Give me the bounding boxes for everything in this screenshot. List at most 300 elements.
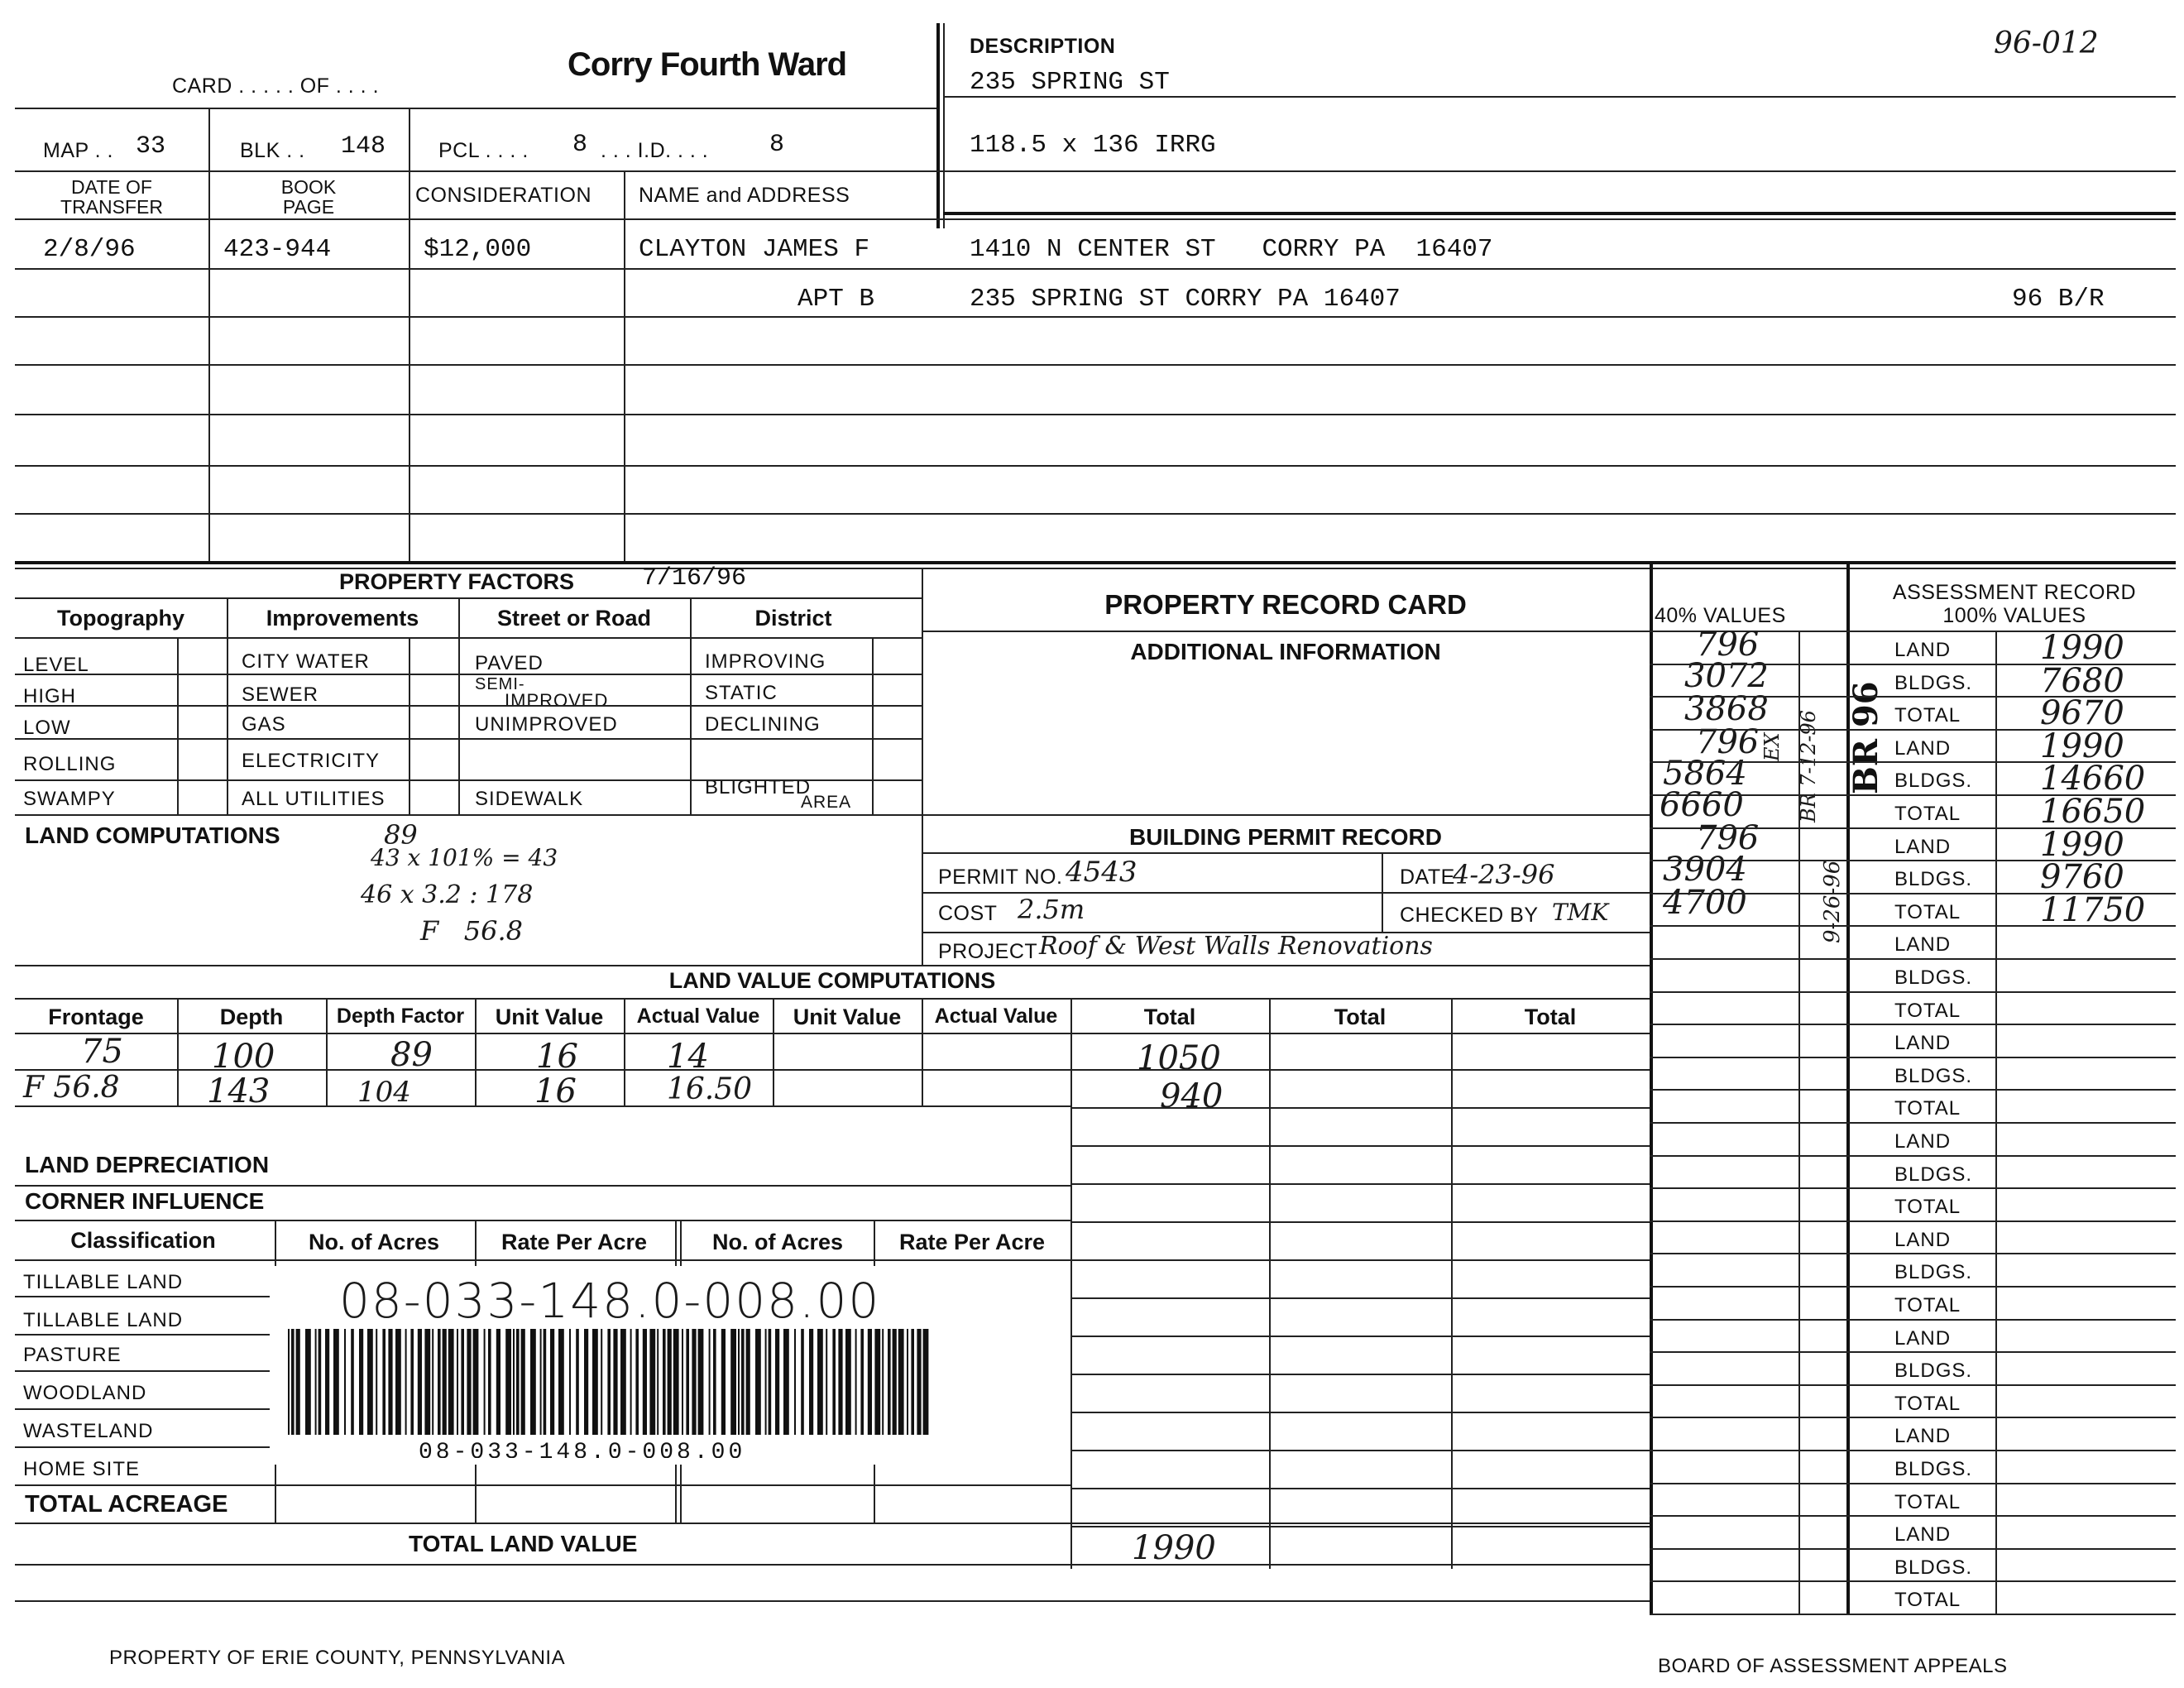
barcode-bar bbox=[530, 1329, 536, 1435]
land-computations-label: LAND COMPUTATIONS bbox=[25, 822, 280, 848]
rule-thick bbox=[15, 561, 2176, 564]
map-value: 33 bbox=[136, 132, 166, 161]
district-static: STATIC bbox=[705, 682, 778, 704]
barcode-bar bbox=[516, 1329, 520, 1435]
total-rule bbox=[1070, 1145, 1650, 1147]
lv-col-header: Unit Value bbox=[495, 1005, 604, 1029]
lv-col-header: Actual Value bbox=[934, 1005, 1058, 1028]
barcode-bar bbox=[584, 1329, 588, 1435]
barcode-bar bbox=[418, 1329, 422, 1435]
barcode-text: 08-033-148.0-008.00 bbox=[419, 1440, 746, 1458]
total-rule bbox=[1070, 1336, 1650, 1337]
barcode-bar bbox=[845, 1329, 851, 1435]
barcode-bar bbox=[550, 1329, 554, 1435]
assessment-rule bbox=[1650, 1450, 2176, 1451]
header-consideration: CONSIDERATION bbox=[415, 184, 592, 207]
assessment-row-label: BLDGS. bbox=[1894, 1163, 1973, 1186]
barcode-bar bbox=[443, 1329, 447, 1435]
assessment-row-label: LAND bbox=[1894, 1523, 1952, 1547]
lv-col-divider bbox=[475, 998, 477, 1105]
lv-frontage-2: F 56.8 bbox=[23, 1071, 120, 1105]
total-rule bbox=[1070, 1374, 1650, 1375]
lv-col-header: Total bbox=[1524, 1005, 1577, 1029]
barcode-bar bbox=[709, 1329, 711, 1435]
assessment-value: 1990 bbox=[2040, 629, 2124, 667]
lv-col-divider bbox=[773, 998, 774, 1105]
rule bbox=[15, 965, 1650, 966]
assessment-rule bbox=[1650, 1122, 2176, 1124]
assessment-rule bbox=[1650, 1319, 2176, 1321]
rule bbox=[15, 1185, 1070, 1187]
assessment-value: 11750 bbox=[2040, 890, 2146, 929]
rule bbox=[15, 1564, 1650, 1566]
value40-6: 6660 bbox=[1660, 786, 1744, 824]
rule bbox=[15, 268, 2176, 270]
value40-2: 3072 bbox=[1684, 657, 1769, 695]
rule bbox=[15, 637, 922, 639]
barcode-bar bbox=[461, 1329, 464, 1435]
rule bbox=[15, 597, 922, 599]
rule bbox=[15, 1069, 1070, 1071]
barcode-bar bbox=[544, 1329, 547, 1435]
assessment-value: 16650 bbox=[2040, 793, 2146, 831]
barcode-bar bbox=[496, 1329, 500, 1435]
lv-col-divider bbox=[326, 998, 328, 1105]
col-improvements: Improvements bbox=[266, 606, 419, 631]
land-comp-note-4: F 56.8 bbox=[420, 915, 523, 947]
barcode-bar bbox=[755, 1329, 761, 1435]
rule bbox=[15, 364, 2176, 366]
barcode-bar bbox=[826, 1329, 827, 1435]
assessment-rule bbox=[1650, 925, 2176, 927]
checked-by-value: TMK bbox=[1552, 899, 1609, 926]
barcode-bar bbox=[513, 1329, 515, 1435]
lv-actual-value-2: 16.50 bbox=[667, 1072, 753, 1106]
check-col bbox=[177, 637, 179, 814]
rule bbox=[15, 108, 936, 109]
side-note-3: BR 7-12-96 bbox=[1797, 710, 1820, 822]
rule bbox=[15, 1600, 1650, 1602]
land-comp-note-3: 46 x 3.2 : 178 bbox=[361, 880, 534, 909]
rule bbox=[943, 212, 2176, 215]
rule bbox=[15, 465, 2176, 467]
assessment-value: 9760 bbox=[2040, 858, 2124, 897]
barcode-bar bbox=[635, 1329, 639, 1435]
ward-title: Corry Fourth Ward bbox=[568, 46, 847, 83]
lv-col-header: Frontage bbox=[48, 1005, 144, 1029]
id-label: . . . I.D. . . . bbox=[601, 139, 709, 162]
barcode-bar bbox=[801, 1329, 804, 1435]
barcode-bar bbox=[318, 1329, 322, 1435]
acre-col-no-of-acres-2: No. of Acres bbox=[711, 1230, 844, 1254]
rule bbox=[15, 1370, 270, 1372]
col-district: District bbox=[754, 606, 832, 631]
total-acreage-label: TOTAL ACREAGE bbox=[25, 1491, 228, 1518]
acre-col-no-of-acres: No. of Acres bbox=[308, 1230, 440, 1254]
cost-label: COST bbox=[938, 902, 998, 925]
permit-no-label: PERMIT NO. bbox=[938, 866, 1063, 889]
land-value-title: LAND VALUE COMPUTATIONS bbox=[668, 968, 996, 993]
col-divider bbox=[624, 170, 625, 563]
acre-col-classification: Classification bbox=[70, 1228, 216, 1253]
value40-5: 5864 bbox=[1663, 755, 1747, 793]
barcode-bar bbox=[467, 1329, 471, 1435]
blk-label: BLK . . bbox=[240, 139, 305, 162]
rule bbox=[943, 96, 2176, 98]
rule bbox=[15, 218, 2176, 220]
description-line1: 235 SPRING ST bbox=[970, 68, 1170, 97]
lv-unit-value-2: 16 bbox=[534, 1072, 577, 1110]
corner-influence-label: CORNER INFLUENCE bbox=[25, 1188, 265, 1214]
assessment-header bbox=[1850, 581, 2179, 627]
assessment-row-label: LAND bbox=[1894, 835, 1952, 858]
col-street-or-road: Street or Road bbox=[496, 606, 652, 631]
description-label: DESCRIPTION bbox=[970, 35, 1116, 58]
barcode-bar bbox=[673, 1329, 679, 1435]
street-paved: PAVED bbox=[475, 652, 544, 674]
barcode-bar bbox=[769, 1329, 772, 1435]
lv-col-divider bbox=[624, 998, 625, 1105]
barcode-bar bbox=[424, 1329, 430, 1435]
assessment-row-label: LAND bbox=[1894, 1130, 1952, 1153]
footer-left: PROPERTY OF ERIE COUNTY, PENNSYLVANIA bbox=[109, 1647, 566, 1669]
impr-city-water: CITY WATER bbox=[242, 650, 370, 673]
assessment-header-line2: 100% VALUES bbox=[1942, 604, 2086, 627]
transfer-note: 96 B/R bbox=[2012, 285, 2105, 314]
barcode-bar bbox=[540, 1329, 542, 1435]
barcode-bar bbox=[775, 1329, 779, 1435]
rule bbox=[15, 170, 2176, 172]
additional-info-label: ADDITIONAL INFORMATION bbox=[1130, 639, 1441, 664]
rule bbox=[15, 1523, 1650, 1524]
barcode-bar bbox=[721, 1329, 726, 1435]
barcode-bar bbox=[741, 1329, 745, 1435]
barcode-bar bbox=[882, 1329, 884, 1435]
total-rule bbox=[1070, 1412, 1650, 1413]
assessment-row-label: BLDGS. bbox=[1894, 868, 1973, 891]
barcode-bar bbox=[521, 1329, 525, 1435]
rule bbox=[922, 631, 1650, 632]
total-rule bbox=[1070, 1488, 1650, 1489]
lv-depth-factor-2: 104 bbox=[357, 1076, 411, 1109]
barcode-bar bbox=[601, 1329, 602, 1435]
assessment-row-label: LAND bbox=[1894, 1228, 1952, 1251]
header-date-of-transfer: DATE OF TRANSFER bbox=[60, 176, 163, 218]
topo-low: LOW bbox=[23, 717, 71, 739]
barcode-bar bbox=[333, 1329, 339, 1435]
barcode-bar bbox=[376, 1329, 377, 1435]
rule bbox=[15, 1334, 270, 1336]
barcode-bar bbox=[473, 1329, 479, 1435]
lv-col-header: Total bbox=[1334, 1005, 1387, 1029]
assessment-row-label: TOTAL bbox=[1894, 704, 1961, 727]
barcode-bar bbox=[395, 1329, 401, 1435]
barcode-bar bbox=[893, 1329, 897, 1435]
barcode-bar bbox=[738, 1329, 740, 1435]
barcode-bar bbox=[382, 1329, 386, 1435]
rule bbox=[15, 705, 922, 707]
footer-right: BOARD OF ASSESSMENT APPEALS bbox=[1658, 1655, 2008, 1677]
lv-frontage-1: 75 bbox=[81, 1033, 123, 1071]
rule bbox=[15, 414, 2176, 415]
street-improved: IMPROVED bbox=[505, 690, 609, 711]
barcode-bar bbox=[668, 1329, 672, 1435]
project-value: Roof & West Walls Renovations bbox=[1039, 932, 1433, 961]
barcode-bar bbox=[868, 1329, 872, 1435]
assessment-row-label: TOTAL bbox=[1894, 900, 1961, 923]
file-note: 96-012 bbox=[1994, 26, 2099, 60]
total-col bbox=[1269, 998, 1271, 1569]
check-col bbox=[872, 637, 874, 814]
acre-row-wasteland: WASTELAND bbox=[23, 1420, 154, 1442]
barcode-bar bbox=[657, 1329, 659, 1435]
barcode-bar bbox=[686, 1329, 689, 1435]
street-sidewalk: SIDEWALK bbox=[475, 788, 584, 810]
assessment-row-label: TOTAL bbox=[1894, 1294, 1961, 1316]
rule bbox=[15, 1446, 270, 1448]
barcode-bar bbox=[838, 1329, 842, 1435]
blk-value: 148 bbox=[341, 132, 386, 161]
topo-swampy: SWAMPY bbox=[23, 788, 116, 810]
district-declining: DECLINING bbox=[705, 713, 821, 736]
value40-8: 3904 bbox=[1663, 851, 1747, 889]
assessment-row-label: BLDGS. bbox=[1894, 1261, 1973, 1284]
assessment-value: 9670 bbox=[2040, 694, 2124, 733]
rule bbox=[15, 513, 2176, 515]
rule bbox=[15, 1408, 270, 1410]
assessment-value: 1990 bbox=[2040, 727, 2124, 765]
barcode-bar bbox=[405, 1329, 407, 1435]
assessment-row-label: TOTAL bbox=[1894, 1097, 1961, 1120]
header-book-page: BOOK PAGE bbox=[280, 176, 337, 218]
assessment-row-label: LAND bbox=[1894, 1032, 1952, 1055]
barcode-bar bbox=[907, 1329, 908, 1435]
property-factors-date: 7/16/96 bbox=[642, 564, 747, 592]
street-unimproved: UNIMPROVED bbox=[475, 713, 618, 736]
total-rule bbox=[1070, 1450, 1650, 1451]
impr-sewer: SEWER bbox=[242, 683, 319, 706]
impr-electricity: ELECTRICITY bbox=[242, 750, 381, 772]
lv-col-divider bbox=[177, 998, 179, 1105]
assessment-rule bbox=[1650, 1351, 2176, 1353]
rule bbox=[15, 1105, 1070, 1107]
pcl-value: 8 bbox=[572, 131, 588, 159]
barcode-bar bbox=[505, 1329, 511, 1435]
pcl-label: PCL . . . . bbox=[438, 139, 529, 162]
barcode-bar bbox=[917, 1329, 921, 1435]
barcode-bar bbox=[344, 1329, 346, 1435]
rule bbox=[922, 814, 1650, 816]
barcode-bar bbox=[576, 1329, 579, 1435]
assessment-rule bbox=[1650, 1286, 2176, 1288]
total-col bbox=[1070, 998, 1072, 1569]
barcode-bar bbox=[410, 1329, 414, 1435]
barcode-bar bbox=[698, 1329, 704, 1435]
assessment-row-label: BLDGS. bbox=[1894, 671, 1973, 694]
value40-9: 4700 bbox=[1663, 884, 1747, 922]
transfer-book-page: 423-944 bbox=[223, 235, 332, 264]
transfer-date: 2/8/96 bbox=[43, 235, 136, 264]
barcode-bar bbox=[448, 1329, 454, 1435]
lv-col-header: Total bbox=[1143, 1005, 1196, 1029]
barcode bbox=[288, 1329, 941, 1441]
side-note-2: 9-26-96 bbox=[1820, 860, 1845, 943]
assessment-value: 7680 bbox=[2040, 661, 2124, 700]
rule bbox=[15, 1484, 1070, 1486]
barcode-bar bbox=[288, 1329, 290, 1435]
rule bbox=[15, 738, 922, 740]
barcode-bar bbox=[291, 1329, 295, 1435]
header-name-address: NAME and ADDRESS bbox=[639, 184, 850, 207]
barcode-bar bbox=[911, 1329, 914, 1435]
total-rule bbox=[1070, 1526, 1650, 1527]
record-card-title: PROPERTY RECORD CARD bbox=[1104, 589, 1467, 620]
barcode-bar bbox=[305, 1329, 311, 1435]
barcode-bar bbox=[860, 1329, 864, 1435]
assessment-rule bbox=[1650, 1057, 2176, 1058]
barcode-bar bbox=[692, 1329, 696, 1435]
lv-col-header: Actual Value bbox=[636, 1005, 760, 1028]
barcode-bar bbox=[794, 1329, 796, 1435]
total-rule bbox=[1070, 1297, 1650, 1299]
district-blighted: BLIGHTED bbox=[705, 776, 812, 798]
acre-row-tillable-2: TILLABLE LAND bbox=[23, 1309, 184, 1331]
topo-level: LEVEL bbox=[23, 654, 89, 676]
assessment-row-label: TOTAL bbox=[1894, 999, 1961, 1022]
assessment-row-label: LAND bbox=[1894, 1326, 1952, 1350]
lv-col-header: Unit Value bbox=[793, 1005, 902, 1029]
land-depreciation-label: LAND DEPRECIATION bbox=[25, 1152, 270, 1177]
acre-row-home-site: HOME SITE bbox=[23, 1458, 141, 1480]
values-40-header: 40% VALUES bbox=[1655, 604, 1786, 627]
assessment-row-label: TOTAL bbox=[1894, 1589, 1961, 1612]
building-permit-title: BUILDING PERMIT RECORD bbox=[1129, 824, 1442, 850]
assessment-rule bbox=[1650, 1089, 2176, 1091]
total-rule bbox=[1070, 1221, 1650, 1223]
barcode-bar bbox=[457, 1329, 458, 1435]
assessment-row-label: LAND bbox=[1894, 933, 1952, 957]
permit-no-value: 4543 bbox=[1066, 856, 1138, 889]
assessment-row-label: LAND bbox=[1894, 736, 1952, 760]
barcode-bar bbox=[569, 1329, 571, 1435]
rule bbox=[15, 316, 2176, 318]
total-rule bbox=[1070, 1107, 1650, 1109]
assessment-value: 14660 bbox=[2040, 760, 2146, 798]
value40-4: 796 bbox=[1696, 723, 1760, 761]
rule bbox=[15, 1033, 1650, 1034]
assessment-row-label: BLDGS. bbox=[1894, 770, 1973, 793]
total-col bbox=[1451, 998, 1453, 1569]
lv-total-1: 1050 bbox=[1137, 1039, 1221, 1077]
barcode-bar bbox=[817, 1329, 823, 1435]
barcode-bar bbox=[296, 1329, 300, 1435]
assessment-rule bbox=[1650, 1548, 2176, 1550]
topo-rolling: ROLLING bbox=[23, 753, 117, 775]
total-rule bbox=[1070, 1183, 1650, 1185]
barcode-bar bbox=[923, 1329, 929, 1435]
lv-depth-factor-1: 89 bbox=[390, 1036, 433, 1074]
rule bbox=[15, 1296, 270, 1297]
barcode-bar bbox=[783, 1329, 789, 1435]
lv-col-header: Depth bbox=[219, 1005, 284, 1029]
project-label: PROJECT bbox=[938, 940, 1038, 963]
assessment-rule bbox=[1650, 1614, 2176, 1615]
assessment-rule bbox=[1650, 1253, 2176, 1254]
impr-gas: GAS bbox=[242, 713, 286, 736]
assessment-row-label: TOTAL bbox=[1894, 803, 1961, 825]
lv-depth-2: 143 bbox=[207, 1072, 271, 1110]
col-divider bbox=[922, 568, 923, 965]
land-comp-note-2: 43 x 101% = 43 bbox=[371, 844, 558, 871]
owner-address-2: 235 SPRING ST CORRY PA 16407 bbox=[970, 285, 1401, 314]
rule bbox=[15, 779, 922, 781]
barcode-bar bbox=[898, 1329, 904, 1435]
check-col bbox=[409, 637, 410, 814]
barcode-bar bbox=[359, 1329, 363, 1435]
col-divider bbox=[409, 108, 410, 563]
barcode-bar bbox=[367, 1329, 373, 1435]
topo-high: HIGH bbox=[23, 685, 76, 707]
rule bbox=[15, 998, 1650, 1000]
barcode-bar bbox=[630, 1329, 632, 1435]
assessment-row-label: TOTAL bbox=[1894, 1490, 1961, 1513]
assessment-row-label: LAND bbox=[1894, 1425, 1952, 1448]
barcode-bar bbox=[832, 1329, 836, 1435]
col-topography: Topography bbox=[57, 606, 184, 631]
barcode-bar bbox=[325, 1329, 329, 1435]
barcode-bar bbox=[432, 1329, 433, 1435]
barcode-bar bbox=[607, 1329, 611, 1435]
total-land-value-amount: 1990 bbox=[1132, 1529, 1216, 1567]
assessment-rule bbox=[1650, 958, 2176, 960]
barcode-bar bbox=[682, 1329, 683, 1435]
barcode-bar bbox=[809, 1329, 813, 1435]
lv-col-header: Depth Factor bbox=[336, 1005, 465, 1028]
permit-date-label: DATE bbox=[1400, 866, 1455, 889]
assessment-rule bbox=[1650, 1515, 2176, 1517]
owner-apt: APT B bbox=[797, 285, 875, 314]
assessment-row-label: TOTAL bbox=[1894, 1392, 1961, 1415]
transfer-consideration: $12,000 bbox=[424, 235, 532, 264]
barcode-bar bbox=[746, 1329, 750, 1435]
barcode-bar bbox=[730, 1329, 736, 1435]
map-label: MAP . . bbox=[43, 139, 114, 162]
barcode-bar bbox=[388, 1329, 392, 1435]
assessment-value: 1990 bbox=[2040, 825, 2124, 864]
barcode-bar bbox=[649, 1329, 655, 1435]
assessment-rule bbox=[1650, 1417, 2176, 1418]
acre-col-rate-per-acre-2: Rate Per Acre bbox=[898, 1230, 1046, 1254]
barcode-bar bbox=[713, 1329, 716, 1435]
assessment-row-label: TOTAL bbox=[1894, 1196, 1961, 1219]
barcode-bar bbox=[874, 1329, 880, 1435]
rule bbox=[15, 1259, 1070, 1261]
assessment-row-label: BLDGS. bbox=[1894, 1458, 1973, 1480]
assessment-row-label: BLDGS. bbox=[1894, 1556, 1973, 1579]
barcode-bar bbox=[484, 1329, 486, 1435]
assessment-rule bbox=[1650, 1580, 2176, 1582]
barcode-bar bbox=[315, 1329, 317, 1435]
assessment-row-label: LAND bbox=[1894, 639, 1952, 661]
district-improving: IMPROVING bbox=[705, 650, 826, 673]
side-note-4: BR 96 bbox=[1846, 681, 1885, 794]
divider bbox=[943, 23, 945, 228]
lv-total-2: 940 bbox=[1160, 1077, 1224, 1115]
value40-7: 796 bbox=[1696, 819, 1760, 857]
acre-row-tillable-1: TILLABLE LAND bbox=[23, 1271, 184, 1293]
assessment-row-label: BLDGS. bbox=[1894, 1360, 1973, 1383]
barcode-bar bbox=[620, 1329, 626, 1435]
